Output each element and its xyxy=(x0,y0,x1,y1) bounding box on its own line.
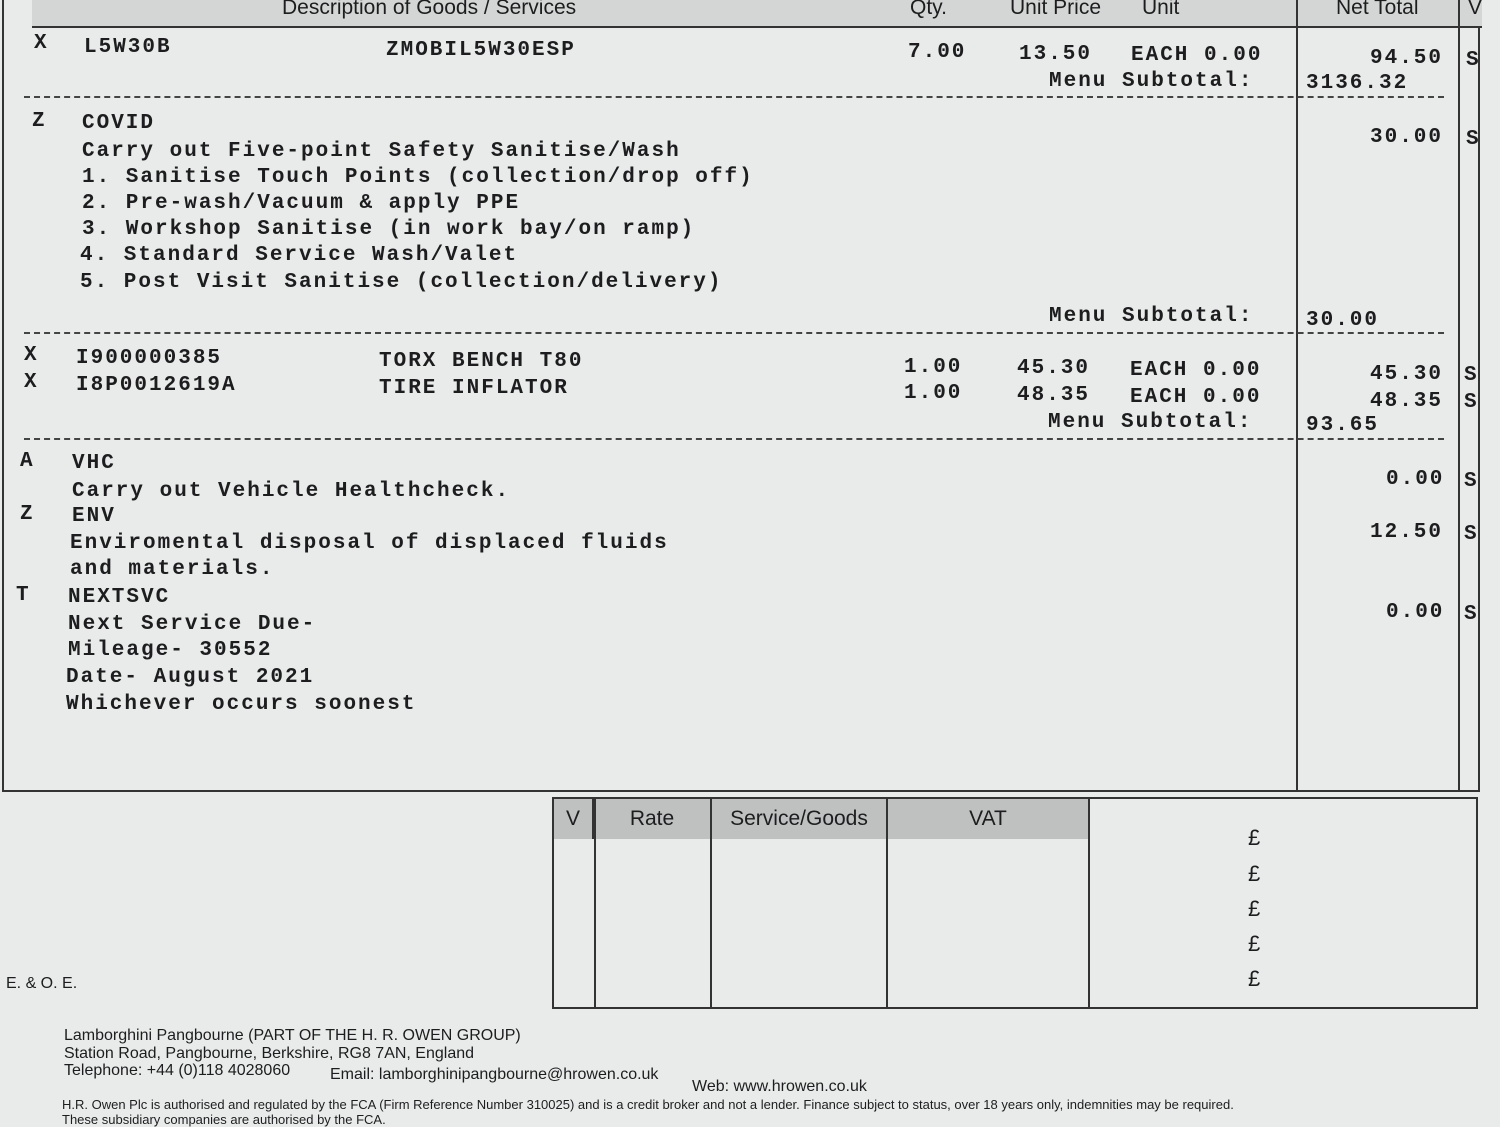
line-net-total: 30.00 xyxy=(1370,126,1444,149)
line-vat-code: S xyxy=(1464,364,1479,387)
line-vat-code: S xyxy=(1464,603,1479,626)
line-text: 1. Sanitise Touch Points (collection/drop off) xyxy=(82,166,754,189)
footer-telephone: Telephone: +44 (0)118 4028060 xyxy=(64,1062,291,1079)
line-vat-code: S xyxy=(1464,470,1479,493)
line-text: Next Service Due- xyxy=(68,613,317,636)
line-vat-code: S xyxy=(1466,128,1481,151)
menu-subtotal-label: Menu Subtotal: xyxy=(1049,70,1254,93)
footer-email: Email: lamborghinipangbourne@hrowen.co.uk xyxy=(330,1066,659,1083)
line-net-total: 94.50 xyxy=(1370,47,1444,70)
line-net-total: 48.35 xyxy=(1370,390,1444,413)
menu-subtotal-value: 3136.32 xyxy=(1306,72,1409,95)
line-code: Z xyxy=(32,110,47,133)
line-unit: EACH 0.00 xyxy=(1130,359,1262,382)
vat-column-line xyxy=(594,799,596,1007)
menu-subtotal-value: 93.65 xyxy=(1306,414,1380,437)
line-unit: EACH 0.00 xyxy=(1131,44,1263,67)
header-description: Description of Goods / Services xyxy=(282,0,577,19)
footer-company: Lamborghini Pangbourne (PART OF THE H. R. OWEN GROUP) xyxy=(64,1027,521,1044)
footer-address: Station Road, Pangbourne, Berkshire, RG8 7AN, England xyxy=(64,1045,475,1062)
vat-header-vat: VAT xyxy=(888,799,1090,839)
currency-symbol: £ xyxy=(1248,825,1261,850)
menu-subtotal-label: Menu Subtotal: xyxy=(1048,411,1253,434)
menu-subtotal-value: 30.00 xyxy=(1306,309,1380,332)
line-net-total: 45.30 xyxy=(1370,363,1444,386)
line-title: COVID xyxy=(82,112,156,135)
line-unit-price: 13.50 xyxy=(1019,43,1093,66)
line-title: NEXTSVC xyxy=(68,586,171,609)
line-part-number: I900000385 xyxy=(76,347,223,370)
line-net-total: 0.00 xyxy=(1386,601,1445,624)
line-text: Carry out Vehicle Healthcheck. xyxy=(72,480,511,503)
line-text: 2. Pre-wash/Vacuum & apply PPE xyxy=(82,192,521,215)
line-code: A xyxy=(20,450,35,473)
vat-code-divider xyxy=(1458,0,1460,790)
line-qty: 7.00 xyxy=(908,41,967,64)
line-code: T xyxy=(16,584,31,607)
header-unit: Unit xyxy=(1142,0,1180,19)
line-vat-code: S xyxy=(1464,523,1479,546)
line-qty: 1.00 xyxy=(904,382,963,405)
line-part-number: I8P0012619A xyxy=(76,374,237,397)
line-unit-price: 45.30 xyxy=(1017,357,1091,380)
line-code: X xyxy=(24,371,39,394)
footer-web: Web: www.hrowen.co.uk xyxy=(692,1078,867,1095)
line-title: ENV xyxy=(72,505,116,528)
line-text: 3. Workshop Sanitise (in work bay/on ramp) xyxy=(82,218,696,241)
menu-subtotal-label: Menu Subtotal: xyxy=(1049,305,1254,328)
header-vat-code: V xyxy=(1468,0,1483,19)
group-divider xyxy=(24,96,1444,98)
net-total-divider xyxy=(1296,0,1298,790)
errors-omissions-excepted: E. & O. E. xyxy=(6,975,78,992)
line-text: Enviromental disposal of displaced fluids xyxy=(70,532,669,555)
line-net-total: 12.50 xyxy=(1370,521,1444,544)
line-text: Date- August 2021 xyxy=(66,666,315,689)
line-text: 4. Standard Service Wash/Valet xyxy=(80,244,519,267)
vat-summary-table xyxy=(552,797,1478,1009)
invoice-lines-table xyxy=(2,0,1483,792)
vat-header-v: V xyxy=(554,799,594,839)
line-code: Z xyxy=(20,503,35,526)
line-description: TORX BENCH T80 xyxy=(379,350,584,373)
line-text: Carry out Five-point Safety Sanitise/Wash xyxy=(82,140,681,163)
line-text: and materials. xyxy=(70,558,275,581)
vat-header-service-goods: Service/Goods xyxy=(712,799,888,839)
line-vat-code: S xyxy=(1466,49,1481,72)
currency-symbol: £ xyxy=(1248,896,1261,921)
vat-header-rate: Rate xyxy=(594,799,712,839)
group-divider xyxy=(24,438,1444,440)
line-text: Whichever occurs soonest xyxy=(66,693,417,716)
vat-column-line xyxy=(1088,799,1090,1007)
vat-column-line xyxy=(886,799,888,1007)
currency-symbol: £ xyxy=(1248,931,1261,956)
header-unit-price: Unit Price xyxy=(1010,0,1102,19)
line-vat-code: S xyxy=(1464,391,1479,414)
line-part-number: L5W30B xyxy=(84,36,172,59)
line-text: 5. Post Visit Sanitise (collection/delivery) xyxy=(80,271,723,294)
line-description: ZMOBIL5W30ESP xyxy=(386,39,576,62)
currency-symbol: £ xyxy=(1248,861,1261,886)
header-qty: Qty. xyxy=(910,0,947,19)
vat-column-line xyxy=(710,799,712,1007)
line-text: Mileage- 30552 xyxy=(68,639,273,662)
line-code: X xyxy=(24,344,39,367)
footer-legal-2: These subsidiary companies are authorised by the FCA. xyxy=(62,1112,386,1127)
line-unit: EACH 0.00 xyxy=(1130,386,1262,409)
line-title: VHC xyxy=(72,452,116,475)
footer-legal: H.R. Owen Plc is authorised and regulated by the FCA (Firm Reference Number 310025) and is a credit broker and not a lender. Finance subject to status, over 18 years only, indemnities may be required. xyxy=(62,1097,1234,1112)
group-divider xyxy=(24,332,1444,334)
header-net-total: Net Total xyxy=(1336,0,1419,19)
line-description: TIRE INFLATOR xyxy=(379,377,569,400)
line-net-total: 0.00 xyxy=(1386,468,1445,491)
line-code: X xyxy=(34,32,49,55)
line-qty: 1.00 xyxy=(904,356,963,379)
currency-symbol: £ xyxy=(1248,966,1261,991)
table-header xyxy=(32,0,1482,28)
line-unit-price: 48.35 xyxy=(1017,384,1091,407)
